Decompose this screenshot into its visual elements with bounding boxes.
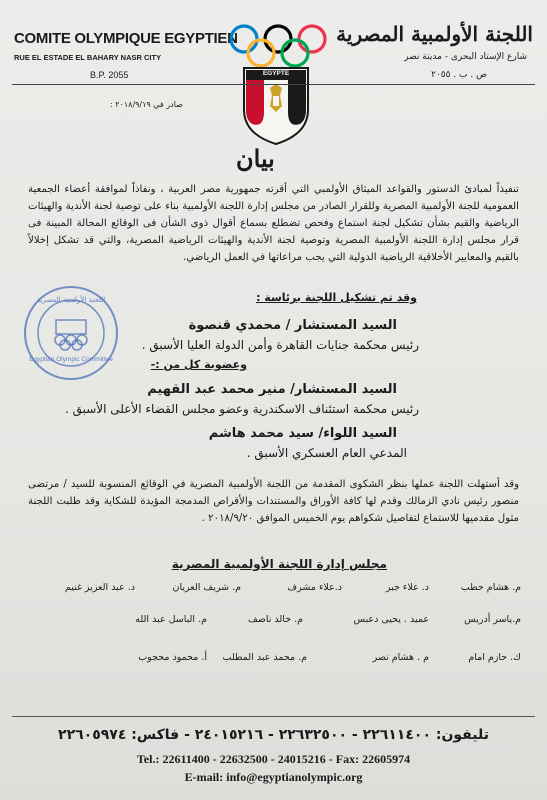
french-address: RUE EL ESTADE EL BAHARY NASR CITY bbox=[14, 53, 162, 62]
board-member: م. شريف العريان bbox=[172, 582, 241, 593]
closing-paragraph: وقد أستهلت اللجنة عملها بنظر الشكوى المقدمة من اللجنة الأولمبية المصرية في الوقائع المنسوبة للسيد / مرتضى منصور رئيس نادي الزمالك وقدم لها كافة الأوراق والمستندات والأقراص المدمجة المؤيدة للشكاية وقد طلبت اللجنة مثول مقدميها للاستماع لتفاصيل شكواهم يوم الخميس الموافق ٢٠١٨/٩/٢٠ . bbox=[28, 479, 519, 524]
chair-name: السيد المستشار / محمدي قنصوة bbox=[188, 318, 397, 333]
issued-date: صادر في ٢٠١٨/٩/١٩ : bbox=[110, 100, 183, 109]
member2-name: السيد اللواء/ سيد محمد هاشم bbox=[208, 426, 397, 441]
member1-description: رئيس محكمة استئناف الاسكندرية وعضو مجلس القضاء الأعلى الأسبق . bbox=[64, 402, 419, 416]
stamp-english-ring-text: Egyptian Olympic Committee bbox=[29, 356, 113, 363]
member1-name: السيد المستشار/ منير محمد عبد القهيم bbox=[147, 382, 397, 397]
board-member: م. محمد عبد المطلب bbox=[222, 652, 307, 663]
arabic-committee-name: اللجنة الأولمبية المصرية bbox=[336, 22, 533, 46]
board-member: م. الباسل عبد الله bbox=[135, 614, 207, 625]
board-member: أ. محمود محجوب bbox=[138, 652, 207, 663]
header-divider bbox=[12, 84, 535, 85]
board-member: د. عبد العزيز غنيم bbox=[64, 582, 135, 593]
arabic-address: شارع الإستاد البحرى - مدينة نصر bbox=[404, 52, 527, 62]
french-po-box: B.P. 2055 bbox=[90, 70, 129, 80]
board-member: عميد . يحيى دعبس bbox=[353, 614, 429, 625]
footer-english-contacts: Tel.: 22611400 - 22632500 - 24015216 - Fax: 22605974 bbox=[136, 752, 411, 766]
egypt-flag-shield-emblem bbox=[240, 66, 312, 146]
emblem-label: EGYPTE bbox=[262, 70, 290, 77]
board-member: م . هشام نصر bbox=[372, 652, 429, 663]
stamp-arabic-ring-text: اللجنة الأولمبية المصرية bbox=[36, 296, 106, 304]
footer-arabic-contacts: تليفون: ٢٢٦١١٤٠٠ - ٢٢٦٣٢٥٠٠ - ٢٤٠١٥٢١٦ - فاكس: ٢٢٦٠٥٩٧٤ bbox=[58, 727, 489, 743]
board-member: م. خالد ناصف bbox=[247, 614, 303, 625]
board-member: د.علاء مشرف bbox=[287, 582, 342, 593]
member2-description: المدعي العام العسكري الأسبق . bbox=[246, 446, 407, 460]
committee-formed-heading: وقد تم تشكيل اللجنة برئاسة : bbox=[256, 291, 417, 304]
board-member: د. علاء جبر bbox=[385, 582, 429, 593]
document-title: بيان bbox=[236, 144, 275, 173]
board-member: م.ياسر أدريس bbox=[464, 614, 521, 625]
board-member: ك. حازم امام bbox=[468, 652, 521, 663]
footer-email: E-mail: info@egyptianolympic.org bbox=[184, 770, 363, 784]
board-member: م. هشام حطب bbox=[460, 582, 521, 593]
chair-description: رئيس محكمة جنايات القاهرة وأمن الدولة العليا الأسبق . bbox=[141, 338, 419, 352]
french-committee-name: COMITE OLYMPIQUE EGYPTIEN bbox=[14, 30, 238, 47]
board-title: مجلس إدارة اللجنة الأولمبية المصرية bbox=[171, 557, 387, 571]
footer-divider bbox=[12, 716, 535, 717]
arabic-po-box: ص . ب . ٢٠٥٥ bbox=[431, 70, 487, 80]
intro-paragraph: تنفيذاً لمبادئ الدستور والقواعد الميثاق الأولمبي التي أقرته جمهورية مصر العربية ، ونفاذاً لموافقة أعضاء الجمعية العمومية للجنة الأولمبية المصرية وللقرار الصادر من مجلس إدارة اللجنة الأولمبية بناء على توصية لجنة الأندية والهيئات الرياضية والقيم بشأن تشكيل لجنة استماع وفحص تضطلع بسماع أقوال ذوى الشأن فى الوقائع المحالة المبينة فى قرار مجلس إدارة اللجنة الأولمبية المصرية وتوصية لجنة الأندية والهيئات الرياضية المصرية، والتي قد تشكل إخلالاً بالقيم والمعايير الأخلاقية الرياضية الدولية التي يجب مراعاتها في العمل الرياضي. bbox=[28, 184, 519, 263]
membership-heading: وعضوية كل من :- bbox=[150, 358, 247, 371]
